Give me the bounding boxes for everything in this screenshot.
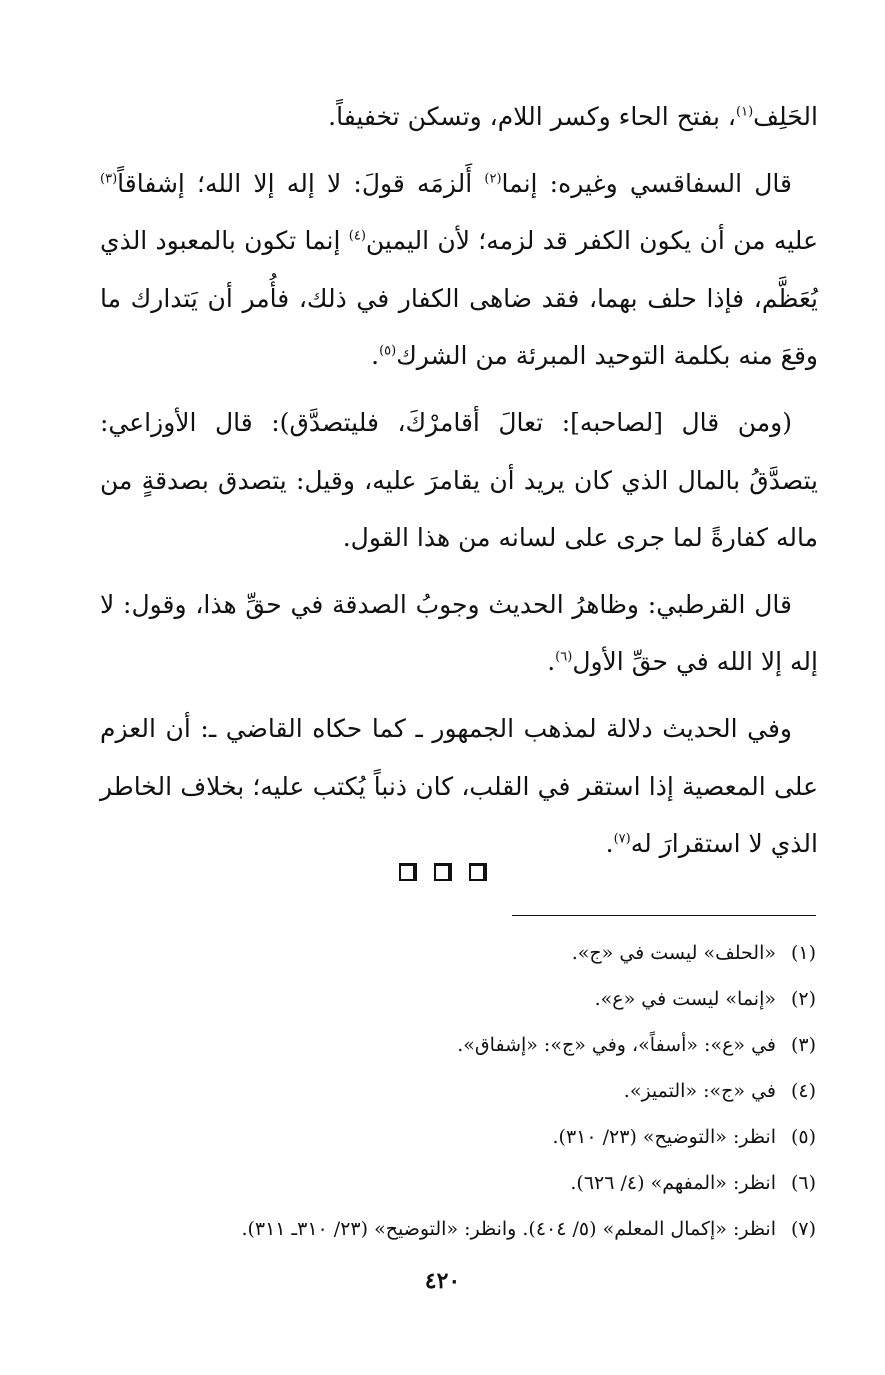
main-text	[100, 88, 818, 882]
paragraph-text: (ومن قال [لصاحبه]: تعالَ أقامرْكَ، فليتصدَّق): قال الأوزاعي: يتصدَّقُ بالمال الذي كان يريد أن يقامرَ عليه، وقيل: يتصدق بصدقةٍ من ماله كفارةً لما جرى على لسانه من هذا القول.	[100, 407, 818, 553]
paragraph-text: .	[371, 341, 380, 371]
footnote-number: (٥)	[790, 1126, 816, 1148]
footnote-reference[interactable]: (٦)	[555, 650, 573, 666]
separator-square-icon	[434, 863, 452, 881]
footnote-number: (٧)	[790, 1218, 816, 1240]
footnote-reference[interactable]: (٤)	[348, 228, 366, 244]
paragraph	[100, 155, 818, 385]
separator-square-icon	[469, 863, 487, 881]
paragraph-text: عليه من أن يكون الكفر قد لزمه؛ لأن اليمين	[365, 226, 818, 256]
footnote-divider	[512, 915, 816, 916]
paragraph	[100, 394, 818, 567]
page-number: ٤٢٠	[424, 1268, 461, 1294]
footnote-reference[interactable]: (٣)	[100, 171, 118, 187]
footnote-number: (٢)	[790, 988, 816, 1010]
paragraph-text: قال السفاقسي وغيره: إنما	[501, 168, 792, 198]
footnote-number: (٣)	[790, 1034, 816, 1056]
footnote-text: في «ج»: «التميز».	[623, 1080, 776, 1102]
section-separator	[0, 863, 885, 881]
separator-square-icon	[399, 863, 417, 881]
footnote-item	[100, 930, 816, 976]
footnote-text: «إنما» ليست في «ع».	[594, 988, 776, 1010]
paragraph-text: وفي الحديث دلالة لمذهب الجمهور ـ كما حكاه القاضي ـ: أن العزم على المعصية إذا استقر في القلب، كان ذنباً يُكتب عليه؛ بخلاف الخاطر الذي لا استقرارَ له	[100, 713, 818, 859]
paragraph	[100, 700, 818, 873]
paragraph	[100, 88, 818, 146]
paragraph-text: إنما تكون بالمعبود الذي يُعَظَّم، فإذا حلف بهما، فقد ضاهى الكفار في ذلك، فأُمر أن يَتدارك ما وقعَ منه بكلمة التوحيد المبرئة من الشرك	[100, 226, 818, 371]
paragraph-text: الحَلِف	[753, 102, 818, 131]
footnotes	[100, 930, 816, 1252]
footnote-reference[interactable]: (٢)	[484, 171, 502, 187]
footnote-reference[interactable]: (٧)	[613, 831, 631, 847]
footnote-text: انظر: «التوضيح» (٢٣/ ٣١٠).	[552, 1126, 776, 1148]
footnote-text: انظر: «إكمال المعلم» (٥/ ٤٠٤). وانظر: «التوضيح» (٢٣/ ٣١٠ـ ٣١١).	[241, 1218, 776, 1240]
footnote-reference[interactable]: (٥)	[379, 344, 397, 360]
footnote-number: (١)	[790, 942, 816, 964]
footnote-item	[100, 1068, 816, 1114]
footnote-text: في «ع»: «أسفاً»، وفي «ج»: «إشفاق».	[457, 1034, 776, 1056]
paragraph	[100, 576, 818, 691]
footnote-item	[100, 976, 816, 1022]
footnote-text: انظر: «المفهم» (٤/ ٦٢٦).	[570, 1172, 776, 1194]
paragraph-text: قال القرطبي: وظاهرُ الحديث وجوبُ الصدقة في حقِّ هذا، وقول: لا إله إلا الله في حقِّ الأول	[100, 589, 818, 677]
footnote-number: (٦)	[790, 1172, 816, 1194]
footnote-item	[100, 1022, 816, 1068]
paragraph-text: أَلزمَه قولَ: لا إله إلا الله؛ إشفاقاً	[117, 168, 485, 198]
paragraph-text: .	[605, 829, 614, 859]
footnote-item	[100, 1206, 816, 1252]
footnote-item	[100, 1160, 816, 1206]
footnote-reference[interactable]: (١)	[736, 104, 754, 120]
footnote-text: «الحلف» ليست في «ج».	[571, 942, 776, 964]
paragraph-text: ، بفتح الحاء وكسر اللام، وتسكن تخفيفاً.	[328, 102, 736, 131]
footnote-item	[100, 1114, 816, 1160]
paragraph-text: .	[547, 647, 556, 677]
footnote-number: (٤)	[790, 1080, 816, 1102]
